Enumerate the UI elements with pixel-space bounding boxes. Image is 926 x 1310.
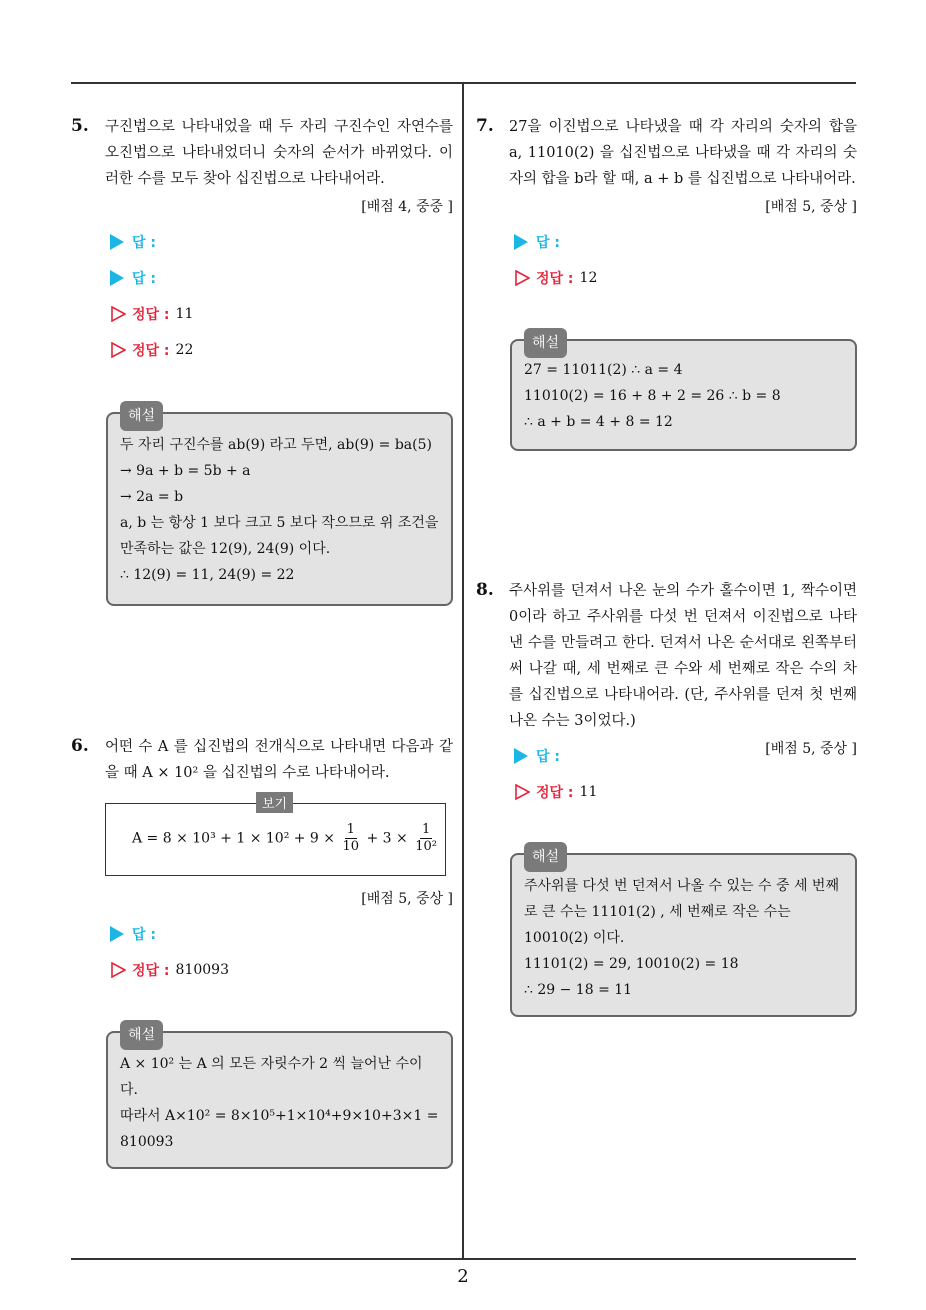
play-icon <box>110 234 124 250</box>
q5-score: [배점 4, 중중 ] <box>361 199 453 215</box>
q5-expl-line-5: ∴ 12(9) = 11, 24(9) = 22 <box>120 567 295 583</box>
frac2-numerator: 1 <box>421 822 431 837</box>
play-icon <box>514 234 528 250</box>
play-icon <box>110 926 124 942</box>
explanation-tag: 해설 <box>524 842 567 872</box>
bogi-formula-mid: + 3 × <box>366 830 408 847</box>
answer-label: 답 : <box>536 235 560 251</box>
q6-correct-value: 810093 <box>175 962 229 978</box>
q5-correct-1 <box>110 304 193 324</box>
outline-triangle-icon <box>110 962 126 978</box>
q6-text: 어떤 수 A 를 십진법의 전개식으로 나타내면 다음과 같을 때 A × 10² 을 십진법의 수로 나타내어라. <box>105 739 453 781</box>
q6-explanation-box <box>106 1027 453 1169</box>
answer-label: 답 : <box>132 927 156 943</box>
outline-triangle-icon <box>514 784 530 800</box>
q7-answer-line[interactable] <box>514 232 560 252</box>
q5-text: 구진법으로 나타내었을 때 두 자리 구진수인 자연수를 오진법으로 나타내었더니 숫자의 순서가 바뀌었다. 이러한 수를 모두 찾아 십진법으로 나타내어라. <box>105 119 453 187</box>
q8-expl-line-3: ∴ 29 − 18 = 11 <box>524 982 633 998</box>
q7-correct-value: 12 <box>579 270 598 286</box>
page-number: 2 <box>457 1266 469 1287</box>
q8-correct-value: 11 <box>579 784 598 800</box>
q5-correct-2 <box>110 340 193 360</box>
q5-correct-value-2: 22 <box>175 342 194 358</box>
q8-score: [배점 5, 중상 ] <box>765 741 857 757</box>
q7-score: [배점 5, 중상 ] <box>765 199 857 215</box>
q6-correct <box>110 960 229 980</box>
q5-explanation-body <box>120 432 439 588</box>
q8-number: 8. <box>476 580 494 600</box>
q7-correct <box>514 268 597 288</box>
q5-answer-line-2[interactable] <box>110 268 156 288</box>
explanation-tag: 해설 <box>120 401 163 431</box>
correct-label: 정답 : <box>536 271 574 287</box>
q8-expl-line-1: 주사위를 다섯 번 던져서 나올 수 있는 수 중 세 번째로 큰 수는 11101(2) , 세 번째로 작은 수는 10010(2) 이다. <box>524 878 839 946</box>
explanation-tag: 해설 <box>524 328 567 358</box>
q6-number: 6. <box>71 736 89 756</box>
answer-label: 답 : <box>536 749 560 765</box>
q7-explanation-body <box>524 357 843 435</box>
column-divider <box>462 82 464 1260</box>
bogi-tag: 보기 <box>256 792 293 813</box>
play-icon <box>514 748 528 764</box>
q5-expl-line-4: a, b 는 항상 1 보다 크고 5 보다 작으므로 위 조건을 만족하는 값은 12(9), 24(9) 이다. <box>120 515 439 557</box>
q5-answer-line-1[interactable] <box>110 232 156 252</box>
q6-bogi-formula <box>132 822 440 855</box>
q5-explanation-box <box>106 408 453 606</box>
q8-explanation-body <box>524 873 843 1003</box>
correct-label: 정답 : <box>132 963 170 979</box>
correct-label: 정답 : <box>132 343 170 359</box>
explanation-tag: 해설 <box>120 1020 163 1050</box>
bottom-rule <box>71 1258 856 1260</box>
outline-triangle-icon <box>110 342 126 358</box>
answer-label: 답 : <box>132 271 156 287</box>
q7-explanation-box <box>510 335 857 451</box>
q8-answer-line[interactable] <box>514 746 560 766</box>
frac1-numerator: 1 <box>346 822 355 837</box>
q6-score: [배점 5, 중상 ] <box>361 891 453 907</box>
outline-triangle-icon <box>110 306 126 322</box>
q6-answer-line[interactable] <box>110 924 156 944</box>
q8-expl-line-2: 11101(2) = 29, 10010(2) = 18 <box>524 956 739 972</box>
bogi-fraction-2 <box>415 822 437 855</box>
q8-explanation-box <box>510 849 857 1017</box>
q8-text: 주사위를 던져서 나온 눈의 수가 홀수이면 1, 짝수이면 0이라 하고 주사위를 다섯 번 던져서 이진법으로 나타낸 수를 만들려고 한다. 던져서 나온 순서대로 왼쪽부터 써 나갈 때, 세 번째로 큰 수와 세 번째로 작은 수의 차를 십진법으로 나타내어라. (단, 주사위를 던져 첫 번째 나온 수는 3이었다.) <box>509 583 857 729</box>
correct-label: 정답 : <box>132 307 170 323</box>
q6-explanation-body <box>120 1051 439 1155</box>
q6-expl-line-1: A × 10² 는 A 의 모든 자릿수가 2 씩 늘어난 수이다. <box>120 1056 423 1098</box>
frac1-denominator: 10 <box>342 839 360 854</box>
q7-text: 27을 이진법으로 나타냈을 때 각 자리의 숫자의 합을 a, 11010(2) 을 십진법으로 나타냈을 때 각 자리의 숫자의 합을 b라 할 때, a + b 를 십진법으로 나타내어라. <box>509 119 857 187</box>
q6-expl-line-2: 따라서 A×10² = 8×10⁵+1×10⁴+9×10+3×1 = 810093 <box>120 1108 439 1150</box>
q8-correct <box>514 782 597 802</box>
q5-expl-line-3: → 2a = b <box>120 489 184 505</box>
q7-expl-line-1: 27 = 11011(2) ∴ a = 4 <box>524 362 683 378</box>
q5-correct-value-1: 11 <box>175 306 194 322</box>
outline-triangle-icon <box>514 270 530 286</box>
q5-expl-line-1: 두 자리 구진수를 ab(9) 라고 두면, ab(9) = ba(5) <box>120 437 432 453</box>
bogi-fraction-1 <box>342 822 359 855</box>
bogi-formula-prefix: A = 8 × 10³ + 1 × 10² + 9 × <box>132 830 336 847</box>
play-icon <box>110 270 124 286</box>
correct-label: 정답 : <box>536 785 574 801</box>
q5-number: 5. <box>71 116 89 136</box>
q5-expl-line-2: → 9a + b = 5b + a <box>120 463 251 479</box>
frac2-denominator: 10² <box>415 839 437 854</box>
q7-expl-line-2: 11010(2) = 16 + 8 + 2 = 26 ∴ b = 8 <box>524 388 781 404</box>
q7-expl-line-3: ∴ a + b = 4 + 8 = 12 <box>524 414 673 430</box>
q6-bogi-box <box>105 797 446 876</box>
q7-number: 7. <box>476 116 494 136</box>
answer-label: 답 : <box>132 235 156 251</box>
